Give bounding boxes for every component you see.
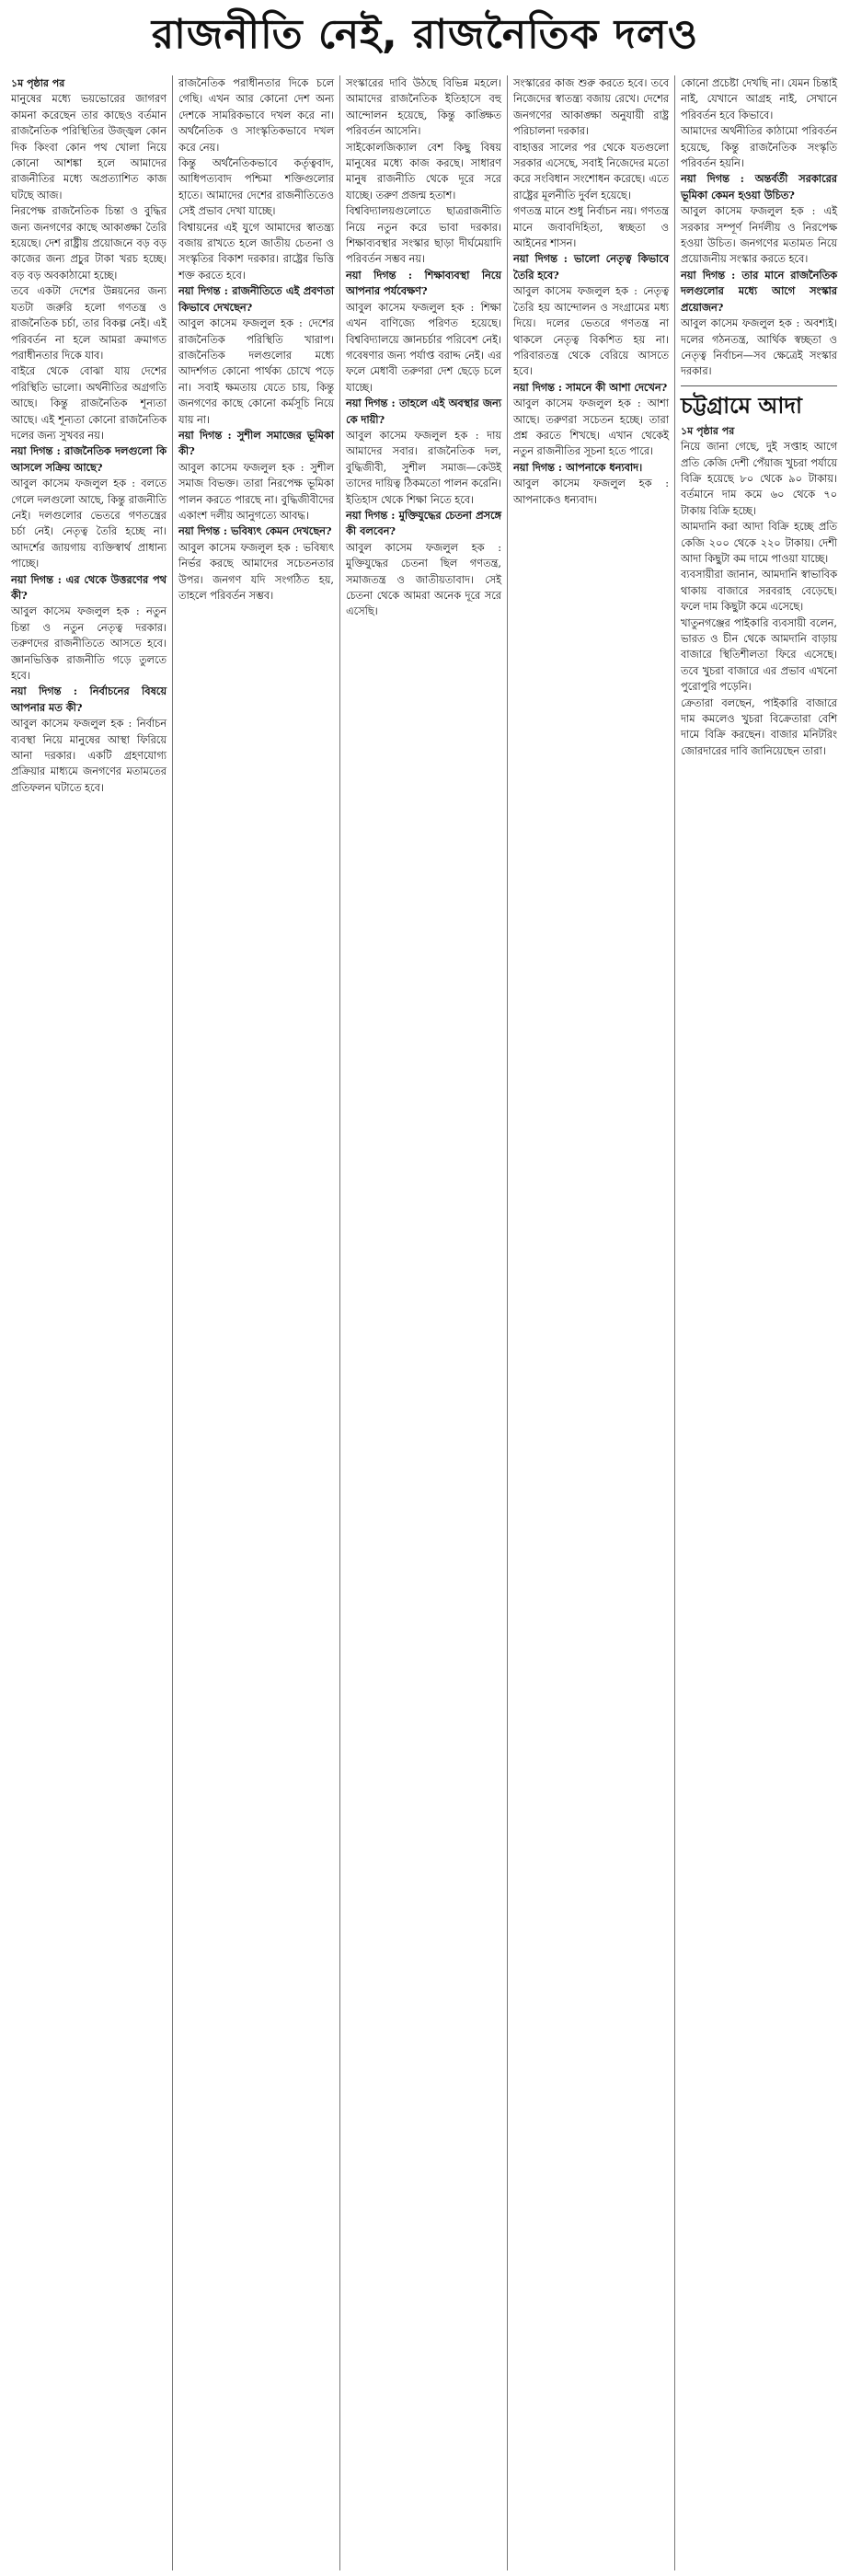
paragraph: গণতন্ত্র মানে শুধু নির্বাচন নয়। গণতন্ত্র মানে জবাবদিহিতা, স্বচ্ছতা ও আইনের শাসন। xyxy=(513,205,669,250)
answer: আবুল কাসেম ফজলুল হক : শিক্ষা এখন বাণিজ্যে পরিণত হয়েছে। বিশ্ববিদ্যালয়ে জ্ঞানচর্চার পরিবেশ নেই। গবেষণার জন্য পর্যাপ্ত বরাদ্দ নেই। এর ফলে মেধাবী তরুণরা দেশ ছেড়ে চলে যাচ্ছে। xyxy=(346,301,501,394)
answer: আবুল কাসেম ফজলুল হক : সুশীল সমাজ বিভক্ত। তারা নিরপেক্ষ ভূমিকা পালন করতে পারছে না। বুদ্ধিজীবীদের একাংশ দলীয় আনুগত্যে আবদ্ধ। xyxy=(178,461,334,522)
column-1 xyxy=(6,75,173,2570)
question: নয়া দিগন্ত : নির্বাচনের বিষয়ে আপনার মত কী? xyxy=(11,684,167,714)
paragraph: কোনো প্রচেষ্টা দেখছি না। যেমন চিন্তাই নাই, যেখানে আগ্রহ নাই, সেখানে পরিবর্তন হবে কিভাবে। xyxy=(681,77,837,121)
paragraph: নিরপেক্ষ রাজনৈতিক চিন্তা ও বুদ্ধির জন্য জনগণের কাছে আকাঙ্ক্ষা তৈরি হয়েছে। দেশ রাষ্ট্রীয় প্রয়োজনে বড় বড় কাজের জন্য প্রচুর টাকা খরচ হচ্ছে। বড় বড় অবকাঠামো হচ্ছে। xyxy=(11,205,167,282)
answer: আবুল কাসেম ফজলুল হক : দেশের রাজনৈতিক পরিস্থিতি খারাপ। রাজনৈতিক দলগুলোর মধ্যে আদর্শগত কোনো পার্থক্য চোখে পড়ে না। সবাই ক্ষমতায় যেতে চায়, কিন্তু জনগণের কাছে কোনো কর্মসূচি নিয়ে যায় না। xyxy=(178,317,334,426)
headline: রাজনীতি নেই, রাজনৈতিক দলও xyxy=(151,10,699,58)
question: নয়া দিগন্ত : রাজনীতিতে এই প্রবণতা কিভাবে দেখছেন? xyxy=(178,284,334,314)
paragraph: আমদানি করা আদা বিক্রি হচ্ছে প্রতি কেজি ২০০ থেকে ২২০ টাকায়। দেশী আদা কিছুটা কম দামে পাওয়া যাচ্ছে। xyxy=(681,521,837,565)
paragraph: কিন্তু অর্থনৈতিকভাবে কর্তৃত্ববাদ, আধিপত্যবাদ পশ্চিমা শক্তিগুলোর হাতে। আমাদের দেশের রাজনীতিতেও সেই প্রভাব দেখা যাচ্ছে। xyxy=(178,157,334,218)
question: নয়া দিগন্ত : এর থেকে উত্তরণের পথ কী? xyxy=(11,572,167,602)
paragraph: মানুষের মধ্যে ভয়ভোরের জাগরণ কামনা করেছেন তার কাছেও বর্তমান রাজনৈতিক পরিস্থিতির উজ্জ্বল কোন দিক কিংবা কোন পথ খোলা নিয়ে কোনো আশঙ্কা হলে আমাদের রাজনীতির মধ্যে অপ্রত্যাশিত কাজ ঘটছে আজ। xyxy=(11,93,167,201)
answer: আবুল কাসেম ফজলুল হক : বলতে গেলে দলগুলো আছে, কিন্তু রাজনীতি নেই। দলগুলোর ভেতরে গণতন্ত্রের চর্চা নেই। নেতৃত্ব তৈরি হচ্ছে না। আদর্শের জায়গায় ব্যক্তিস্বার্থ প্রাধান্য পাচ্ছে। xyxy=(11,477,167,570)
continuation-note: ১ম পৃষ্ঠার পর xyxy=(681,424,735,437)
question: নয়া দিগন্ত : ভবিষ্যৎ কেমন দেখছেন? xyxy=(178,524,332,538)
paragraph: বাইরে থেকে বোঝা যায় দেশের পরিস্থিতি ভালো। অর্থনীতির অগ্রগতি আছে। কিন্তু রাজনৈতিক শূন্যতা আছে। এই শূন্যতা কোনো রাজনৈতিক দলের জন্য সুখবর নয়। xyxy=(11,365,167,442)
continuation-note: ১ম পৃষ্ঠার পর xyxy=(11,77,65,89)
answer: আবুল কাসেম ফজলুল হক : মুক্তিযুদ্ধের চেতনা ছিল গণতন্ত্র, সমাজতন্ত্র ও জাতীয়তাবাদ। সেই চেতনা থেকে আমরা অনেক দূরে সরে এসেছি। xyxy=(346,541,501,618)
question: নয়া দিগন্ত : ভালো নেতৃত্ব কিভাবে তৈরি হবে? xyxy=(513,252,669,282)
question: নয়া দিগন্ত : শিক্ষাব্যবস্থা নিয়ে আপনার পর্যবেক্ষণ? xyxy=(346,268,501,298)
answer: আবুল কাসেম ফজলুল হক : আশা আছে। তরুণরা সচেতন হচ্ছে। তারা প্রশ্ন করতে শিখছে। এখান থেকেই নতুন রাজনীতির সূচনা হতে পারে। xyxy=(513,397,669,458)
question: নয়া দিগন্ত : তাহলে এই অবস্থার জন্য কে দায়ী? xyxy=(346,397,501,426)
question: নয়া দিগন্ত : রাজনৈতিক দলগুলো কি আসলে সক্রিয় আছে? xyxy=(11,444,167,474)
answer: আবুল কাসেম ফজলুল হক : আপনাকেও ধন্যবাদ। xyxy=(513,477,669,506)
answer: আবুল কাসেম ফজলুল হক : এই সরকার সম্পূর্ণ নির্দলীয় ও নিরপেক্ষ হওয়া উচিত। জনগণের মতামত নিয়ে প্রয়োজনীয় সংস্কার করতে হবে। xyxy=(681,205,837,266)
question: নয়া দিগন্ত : মুক্তিযুদ্ধের চেতনা প্রসঙ্গে কী বলবেন? xyxy=(346,508,501,538)
question: নয়া দিগন্ত : তার মানে রাজনৈতিক দলগুলোর মধ্যে আগে সংস্কার প্রয়োজন? xyxy=(681,268,837,314)
side-article-headline: চট্টগ্রামে আদা xyxy=(681,392,802,419)
answer: আবুল কাসেম ফজলুল হক : ভবিষ্যৎ নির্ভর করছে আমাদের সচেতনতার উপর। জনগণ যদি সংগঠিত হয়, তাহলে পরিবর্তন সম্ভব। xyxy=(178,541,334,602)
answer: আবুল কাসেম ফজলুল হক : দায় আমাদের সবার। রাজনৈতিক দল, বুদ্ধিজীবী, সুশীল সমাজ—কেউই তাদের দায়িত্ব ঠিকমতো পালন করেনি। ইতিহাস থেকে শিক্ষা নিতে হবে। xyxy=(346,429,501,506)
answer: আবুল কাসেম ফজলুল হক : অবশ্যই। দলের গঠনতন্ত্র, আর্থিক স্বচ্ছতা ও নেতৃত্ব নির্বাচন—সব ক্ষেত্রেই সংস্কার দরকার। xyxy=(681,317,837,378)
question: নয়া দিগন্ত : অন্তর্বর্তী সরকারের ভূমিকা কেমন হওয়া উচিত? xyxy=(681,172,837,201)
paragraph: খাতুনগঞ্জের পাইকারি ব্যবসায়ী বলেন, ভারত ও চীন থেকে আমদানি বাড়ায় বাজারে স্থিতিশীলতা ফিরে এসেছে। তবে খুচরা বাজারে এর প্রভাব এখনো পুরোপুরি পড়েনি। xyxy=(681,616,837,694)
paragraph: বাহাত্তর সালের পর থেকে যতগুলো সরকার এসেছে, সবাই নিজেদের মতো করে সংবিধান সংশোধন করেছে। এতে রাষ্ট্রের মূলনীতি দুর্বল হয়েছে। xyxy=(513,141,669,201)
section-divider xyxy=(681,385,837,386)
paragraph: সংস্কারের কাজ শুরু করতে হবে। তবে নিজেদের স্বাতন্ত্র্য বজায় রেখে। দেশের জনগণের আকাঙ্ক্ষা অনুযায়ী রাষ্ট্র পরিচালনা দরকার। xyxy=(513,77,669,138)
question: নয়া দিগন্ত : আপনাকে ধন্যবাদ। xyxy=(513,460,643,474)
paragraph: বিশ্বায়নের এই যুগে আমাদের স্বাতন্ত্র্য বজায় রাখতে হলে জাতীয় চেতনা ও সংস্কৃতির বিকাশ দরকার। রাষ্ট্রের ভিত্তি শক্ত করতে হবে। xyxy=(178,221,334,282)
paragraph: রাজনৈতিক পরাধীনতার দিকে চলে গেছি। এখন আর কোনো দেশ অন্য দেশকে সামরিকভাবে দখল করে না। অর্থনৈতিক ও সাংস্কৃতিকভাবে দখল করে নেয়। xyxy=(178,77,334,154)
column-2 xyxy=(173,75,340,2570)
paragraph: নিয়ে জানা গেছে, দুই সপ্তাহ আগে প্রতি কেজি দেশী পেঁয়াজ খুচরা পর্যায়ে বিক্রি হয়েছে ৮০ থেকে ৯০ টাকায়। বর্তমানে দাম কমে ৬০ থেকে ৭০ টাকায় বিক্রি হচ্ছে। xyxy=(681,441,837,517)
paragraph: ব্যবসায়ীরা জানান, আমদানি স্বাভাবিক থাকায় বাজারে সরবরাহ বেড়েছে। ফলে দাম কিছুটা কমে এসেছে। xyxy=(681,569,837,614)
paragraph: ক্রেতারা বলছেন, পাইকারি বাজারে দাম কমলেও খুচরা বিক্রেতারা বেশি দামে বিক্রি করছেন। বাজার মনিটরিং জোরদারের দাবি জানিয়েছেন তারা। xyxy=(681,696,837,757)
question: নয়া দিগন্ত : সুশীল সমাজের ভূমিকা কী? xyxy=(178,428,334,458)
paragraph: বিশ্ববিদ্যালয়গুলোতে ছাত্ররাজনীতি নিয়ে নতুন করে ভাবা দরকার। শিক্ষাব্যবস্থার সংস্কার ছাড়া দীর্ঘমেয়াদি পরিবর্তন সম্ভব নয়। xyxy=(346,205,501,266)
paragraph: আমাদের অর্থনীতির কাঠামো পরিবর্তন হয়েছে, কিন্তু রাজনৈতিক সংস্কৃতি পরিবর্তন হয়নি। xyxy=(681,125,837,170)
article-columns xyxy=(6,75,844,2570)
column-3 xyxy=(340,75,508,2570)
paragraph: সংস্কারের দাবি উঠছে বিভিন্ন মহলে। আমাদের রাজনৈতিক ইতিহাসে বহু আন্দোলন হয়েছে, কিন্তু কাঙ্ক্ষিত পরিবর্তন আসেনি। xyxy=(346,77,501,138)
paragraph: তবে একটা দেশের উন্নয়নের জন্য যতটা জরুরি হলো গণতন্ত্র ও রাজনৈতিক চর্চা, তার বিকল্প নেই। এই পরিবর্তন না হলে আমরা ক্রমাগত পরাধীনতার দিকে যাব। xyxy=(11,285,167,362)
answer: আবুল কাসেম ফজলুল হক : নতুন চিন্তা ও নতুন নেতৃত্ব দরকার। তরুণদের রাজনীতিতে আসতে হবে। জ্ঞানভিত্তিক রাজনীতি গড়ে তুলতে হবে। xyxy=(11,605,167,683)
column-5 xyxy=(675,75,843,2570)
answer: আবুল কাসেম ফজলুল হক : নির্বাচন ব্যবস্থা নিয়ে মানুষের আস্থা ফিরিয়ে আনা দরকার। একটি গ্রহণযোগ্য প্রক্রিয়ার মাধ্যমে জনগণের মতামতের প্রতিফলন ঘটাতে হবে। xyxy=(11,718,167,794)
column-4 xyxy=(508,75,675,2570)
paragraph: সাইকোলজিক্যাল বেশ কিছু বিষয় মানুষের মধ্যে কাজ করছে। সাধারণ মানুষ রাজনীতি থেকে দূরে সরে যাচ্ছে। তরুণ প্রজন্ম হতাশ। xyxy=(346,141,501,201)
question: নয়া দিগন্ত : সামনে কী আশা দেখেন? xyxy=(513,380,668,394)
answer: আবুল কাসেম ফজলুল হক : নেতৃত্ব তৈরি হয় আন্দোলন ও সংগ্রামের মধ্য দিয়ে। দলের ভেতরে গণতন্ত্র না থাকলে নেতৃত্ব বিকশিত হয় না। পরিবারতন্ত্র থেকে বেরিয়ে আসতে হবে। xyxy=(513,285,669,378)
